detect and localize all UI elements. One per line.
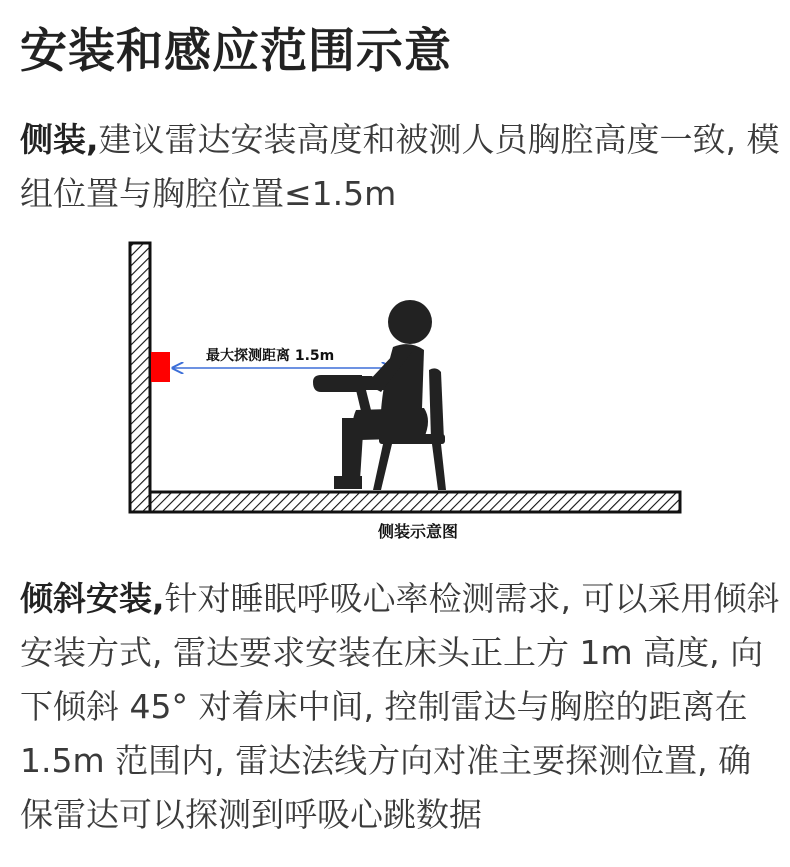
distance-label: 最大探测距离 1.5m <box>206 348 335 364</box>
tilt-install-paragraph <box>20 572 780 842</box>
person-icon <box>313 300 446 490</box>
page-title: 安装和感应范围示意 <box>20 24 452 79</box>
side-install-diagram <box>120 235 690 545</box>
wall <box>130 243 150 512</box>
side-install-paragraph <box>20 113 780 221</box>
diagram-caption: 侧装示意图 <box>377 522 459 541</box>
side-install-text: 建议雷达安装高度和被测人员胸腔高度一致, 模组位置与胸腔位置≤1.5m <box>20 120 780 213</box>
radar-module <box>151 352 170 382</box>
tilt-install-text: 针对睡眠呼吸心率检测需求, 可以采用倾斜安装方式, 雷达要求安装在床头正上方 1m 高度, 向下倾斜 45° 对着床中间, 控制雷达与胸腔的距离在 1.5m 范围内, 雷达法线方向对准主要探测位置, 确保雷达可以探测到呼吸心跳数据 <box>20 579 780 834</box>
side-install-lead: 侧装, <box>20 120 99 159</box>
tilt-install-lead: 倾斜安装, <box>20 579 165 618</box>
floor <box>150 492 680 512</box>
